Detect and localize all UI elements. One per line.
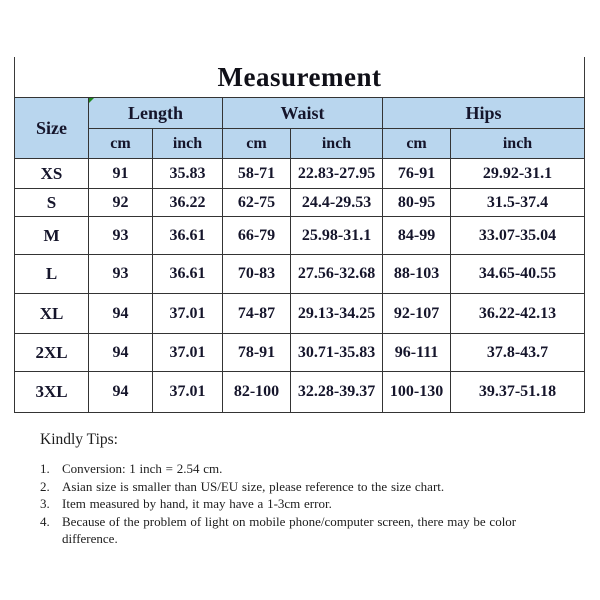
table-header xyxy=(15,98,585,159)
tip-number: 1. xyxy=(40,461,50,476)
tip-item xyxy=(40,495,562,513)
waist-inch-cell: 25.98-31.1 xyxy=(291,217,383,255)
waist-cm-cell: 82-100 xyxy=(223,372,291,413)
waist-inch-cell: 27.56-32.68 xyxy=(291,255,383,294)
tip-item xyxy=(40,478,562,496)
hips-inch-cell: 29.92-31.1 xyxy=(451,159,585,189)
table-row-3xl xyxy=(15,372,585,413)
hips-inch-cell: 37.8-43.7 xyxy=(451,334,585,372)
tip-number: 2. xyxy=(40,478,50,494)
length-group-header: Length xyxy=(89,98,223,129)
hips-cm-cell: 80-95 xyxy=(383,189,451,217)
tip-text: Conversion: 1 inch = 2.54 cm. xyxy=(62,461,223,476)
table-body xyxy=(15,159,585,413)
length-inch-cell: 36.61 xyxy=(153,255,223,294)
size-column-header: Size xyxy=(15,98,89,159)
waist-cm-cell: 70-83 xyxy=(223,255,291,294)
length-cm-cell: 93 xyxy=(89,217,153,255)
unit-header-row xyxy=(15,129,585,159)
table-row-m xyxy=(15,217,585,255)
length-inch-cell: 36.61 xyxy=(153,217,223,255)
tip-item xyxy=(40,513,562,548)
length-cm-cell: 91 xyxy=(89,159,153,189)
chart-frame xyxy=(14,57,585,413)
tips-heading: Kindly Tips: xyxy=(40,431,118,448)
hips-cm-header: cm xyxy=(383,129,451,159)
measurement-table xyxy=(14,97,585,413)
waist-inch-cell: 32.28-39.37 xyxy=(291,372,383,413)
tips-section xyxy=(40,431,562,548)
size-cell: S xyxy=(15,189,89,217)
waist-inch-cell: 24.4-29.53 xyxy=(291,189,383,217)
waist-cm-cell: 74-87 xyxy=(223,294,291,334)
hips-cm-cell: 84-99 xyxy=(383,217,451,255)
size-cell: 2XL xyxy=(15,334,89,372)
waist-inch-cell: 22.83-27.95 xyxy=(291,159,383,189)
tip-number: 3. xyxy=(40,496,50,511)
hips-group-header: Hips xyxy=(383,98,585,129)
hips-cm-cell: 96-111 xyxy=(383,334,451,372)
length-inch-header: inch xyxy=(153,129,223,159)
chart-title: Measurement xyxy=(217,61,382,92)
length-cm-header: cm xyxy=(89,129,153,159)
waist-inch-header: inch xyxy=(291,129,383,159)
tip-item xyxy=(40,460,562,478)
group-header-row xyxy=(15,98,585,129)
table-row-xs xyxy=(15,159,585,189)
size-cell: XS xyxy=(15,159,89,189)
hips-inch-header: inch xyxy=(451,129,585,159)
tips-list xyxy=(40,460,562,548)
title-box xyxy=(14,57,585,97)
tip-text: Because of the problem of light on mobile phone/computer screen, there may be color difference. xyxy=(62,513,517,546)
hips-inch-cell: 33.07-35.04 xyxy=(451,217,585,255)
waist-group-header: Waist xyxy=(223,98,383,129)
table-row-2xl xyxy=(15,334,585,372)
waist-inch-cell: 29.13-34.25 xyxy=(291,294,383,334)
length-inch-cell: 36.22 xyxy=(153,189,223,217)
size-cell: L xyxy=(15,255,89,294)
hips-cm-cell: 88-103 xyxy=(383,255,451,294)
table-row-s xyxy=(15,189,585,217)
size-cell: 3XL xyxy=(15,372,89,413)
size-cell: XL xyxy=(15,294,89,334)
waist-inch-cell: 30.71-35.83 xyxy=(291,334,383,372)
waist-cm-cell: 62-75 xyxy=(223,189,291,217)
length-cm-cell: 94 xyxy=(89,294,153,334)
waist-cm-header: cm xyxy=(223,129,291,159)
tip-text: Asian size is smaller than US/EU size, please reference to the size chart. xyxy=(62,478,445,494)
length-cm-cell: 94 xyxy=(89,334,153,372)
green-corner-marker-icon xyxy=(89,98,94,103)
size-cell: M xyxy=(15,217,89,255)
hips-cm-cell: 76-91 xyxy=(383,159,451,189)
table-row-l xyxy=(15,255,585,294)
hips-cm-cell: 92-107 xyxy=(383,294,451,334)
hips-inch-cell: 34.65-40.55 xyxy=(451,255,585,294)
table-row-xl xyxy=(15,294,585,334)
hips-inch-cell: 36.22-42.13 xyxy=(451,294,585,334)
tip-number: 4. xyxy=(40,513,50,529)
length-cm-cell: 94 xyxy=(89,372,153,413)
length-inch-cell: 37.01 xyxy=(153,294,223,334)
tip-text: Item measured by hand, it may have a 1-3cm error. xyxy=(62,496,332,511)
waist-cm-cell: 78-91 xyxy=(223,334,291,372)
length-inch-cell: 35.83 xyxy=(153,159,223,189)
length-inch-cell: 37.01 xyxy=(153,372,223,413)
hips-inch-cell: 39.37-51.18 xyxy=(451,372,585,413)
hips-cm-cell: 100-130 xyxy=(383,372,451,413)
length-inch-cell: 37.01 xyxy=(153,334,223,372)
waist-cm-cell: 66-79 xyxy=(223,217,291,255)
length-cm-cell: 93 xyxy=(89,255,153,294)
length-cm-cell: 92 xyxy=(89,189,153,217)
waist-cm-cell: 58-71 xyxy=(223,159,291,189)
hips-inch-cell: 31.5-37.4 xyxy=(451,189,585,217)
